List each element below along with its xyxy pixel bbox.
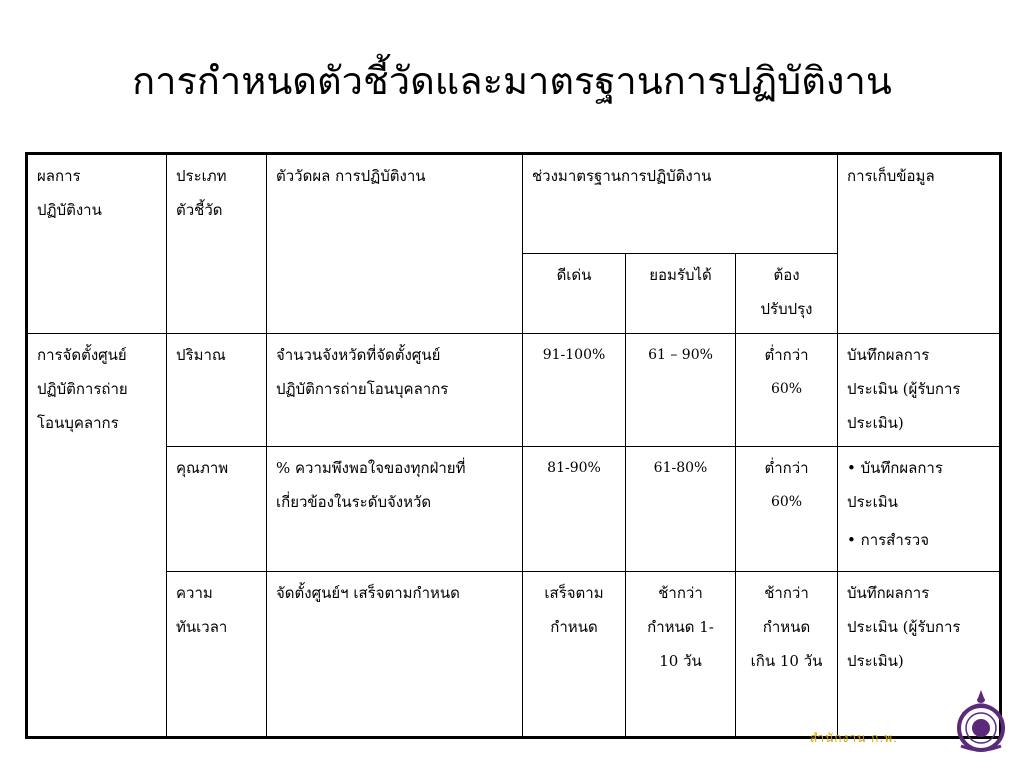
bullet-item: • บันทึกผลการ — [847, 459, 943, 477]
cell-text: 10 วัน — [659, 652, 702, 670]
cell-measure — [267, 572, 523, 738]
cell-text: ประเมิน) — [847, 414, 904, 432]
cell-text: 60% — [770, 381, 803, 397]
cell-text: จำนวนจังหวัดที่จัดตั้งศูนย์ — [276, 346, 441, 364]
cell-text: ประเมิน) — [847, 652, 904, 670]
cell-excellent — [523, 334, 626, 447]
indicator-standards-table — [25, 152, 1002, 739]
cell-acceptable — [626, 334, 736, 447]
cell-acceptable — [626, 447, 736, 572]
cell-text: ช้ากว่า — [764, 584, 809, 602]
cell-text: กำหนด — [762, 618, 811, 636]
cell-text: โอนบุคลากร — [37, 414, 119, 432]
table-row — [27, 447, 1001, 572]
cell-text: ประเมิน (ผู้รับการ — [847, 618, 961, 636]
cell-acceptable — [626, 572, 736, 738]
header-result-line: ผลการ — [37, 167, 81, 185]
cell-data-collection — [838, 334, 1001, 447]
cell-text: ต่ำกว่า — [764, 459, 809, 477]
cell-text: คุณภาพ — [176, 459, 229, 477]
cell-needs-improvement — [736, 572, 838, 738]
bullet-item-continued: ประเมิน — [847, 493, 898, 511]
cell-text: 60% — [770, 494, 803, 510]
cell-text: 91-100% — [542, 347, 606, 363]
cell-measure — [267, 447, 523, 572]
cell-text: % ความพึงพอใจของทุกฝ่ายที่ — [276, 459, 466, 477]
cell-text: 61 – 90% — [648, 347, 713, 363]
header-result-line: ปฏิบัติงาน — [37, 201, 102, 219]
cell-text: บันทึกผลการ — [847, 584, 930, 602]
cell-text: ทันเวลา — [176, 618, 228, 636]
cell-text: กำหนด — [550, 618, 598, 636]
cell-needs-improvement — [736, 334, 838, 447]
cell-text: ปฏิบัติการถ่ายโอนบุคลากร — [276, 380, 449, 398]
cell-type — [167, 572, 267, 738]
cell-type — [167, 334, 267, 447]
cell-text: เสร็จตาม — [544, 584, 604, 602]
cell-text: บันทึกผลการ — [847, 346, 930, 364]
organization-footer-text: สำนักงาน ก.พ. — [810, 731, 898, 745]
page-title: การกำหนดตัวชี้วัดและมาตรฐานการปฏิบัติงาน — [132, 59, 892, 103]
cell-result — [27, 334, 167, 738]
cell-data-collection — [838, 447, 1001, 572]
cell-text: 61-80% — [653, 460, 708, 476]
cell-excellent — [523, 572, 626, 738]
header-result — [27, 154, 167, 334]
cell-text: ความ — [176, 584, 213, 602]
header-improve-line: ปรับปรุง — [760, 300, 813, 318]
header-needs-improvement — [736, 254, 838, 334]
header-indicator-type — [167, 154, 267, 334]
cell-text: ช้ากว่า — [658, 584, 703, 602]
cell-needs-improvement — [736, 447, 838, 572]
table-row — [27, 572, 1001, 738]
header-measure: ตัววัดผล การปฏิบัติงาน — [267, 154, 523, 334]
header-data-collection: การเก็บข้อมูล — [838, 154, 1001, 334]
cell-excellent — [523, 447, 626, 572]
cell-text: เกี่ยวข้องในระดับจังหวัด — [276, 493, 432, 511]
cell-text: ปริมาณ — [176, 346, 226, 364]
cell-text: จัดตั้งศูนย์ฯ เสร็จตามกำหนด — [276, 584, 460, 602]
cell-text: ประเมิน (ผู้รับการ — [847, 380, 961, 398]
header-standard-range: ช่วงมาตรฐานการปฏิบัติงาน — [523, 154, 838, 254]
cell-text: กำหนด 1- — [647, 618, 714, 636]
cell-text: เกิน 10 วัน — [750, 652, 823, 670]
cell-type — [167, 447, 267, 572]
header-type-line: ตัวชี้วัด — [176, 201, 223, 219]
cell-text: 81-90% — [547, 460, 601, 476]
royal-seal-icon — [953, 688, 1009, 754]
header-improve-line: ต้อง — [773, 266, 800, 284]
header-excellent: ดีเด่น — [523, 254, 626, 334]
cell-text: ต่ำกว่า — [764, 346, 809, 364]
header-acceptable: ยอมรับได้ — [626, 254, 736, 334]
table-row — [27, 334, 1001, 447]
cell-text: ปฏิบัติการถ่าย — [37, 380, 128, 398]
cell-measure — [267, 334, 523, 447]
bullet-item: • การสำรวจ — [847, 531, 930, 549]
header-type-line: ประเภท — [176, 167, 227, 185]
cell-text: การจัดตั้งศูนย์ — [37, 346, 127, 364]
